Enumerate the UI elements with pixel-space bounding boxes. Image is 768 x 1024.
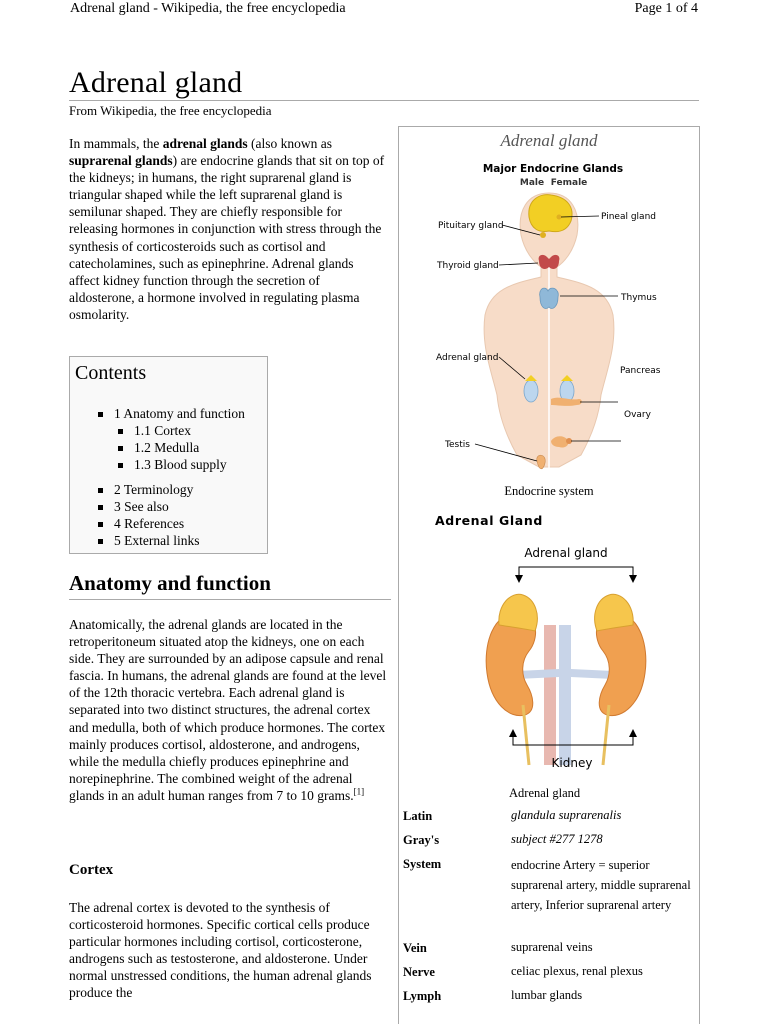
- thymus-shape: [540, 288, 559, 308]
- row-label: Lymph: [403, 989, 442, 1003]
- row-label: Vein: [403, 941, 427, 955]
- infobox-row-lymph: [403, 985, 697, 1009]
- bullet-icon: [118, 446, 123, 451]
- adrenal-gland-figure[interactable]: [399, 535, 699, 785]
- left-arrow-up: [509, 729, 517, 737]
- lead-text-2: (also known as: [247, 136, 333, 151]
- row-value: lumbar glands: [511, 988, 583, 1002]
- aorta: [559, 625, 571, 765]
- label-pituitary: Pituitary gland: [438, 221, 504, 231]
- section-heading-anatomy: Anatomy and function: [69, 571, 271, 595]
- right-adrenal-gland: [595, 594, 634, 631]
- lead-bold-suprarenal-glands: suprarenal glands: [69, 153, 173, 169]
- endocrine-figure-title: Major Endocrine Glands: [482, 163, 624, 175]
- cortex-paragraph: The adrenal cortex is devoted to the synthesis of corticosteroid hormones. Specific cortical cells produce particular hormones including cortisol, corticosterone, androgens such as testosterone, and aldosterone. Under normal unstressed conditions, the human adrenal glands produce the: [69, 900, 372, 1001]
- lead-text-1: In mammals, the: [69, 136, 163, 151]
- page-subtitle: From Wikipedia, the free encyclopedia: [69, 103, 272, 118]
- table-of-contents: [69, 356, 268, 554]
- toc-list-rest: [98, 481, 199, 549]
- page-title: Adrenal gland: [69, 66, 243, 99]
- endocrine-system-figure[interactable]: [399, 155, 699, 485]
- leader-thyroid: [499, 263, 538, 265]
- infobox-row-grays: [403, 829, 697, 853]
- toc-item-cortex[interactable]: 1.1 Cortex: [118, 422, 227, 439]
- citation-link[interactable]: [1]: [353, 786, 365, 797]
- lead-bold-adrenal-glands: adrenal glands: [162, 136, 248, 151]
- endocrine-figure-caption: Endocrine system: [504, 484, 594, 498]
- section-heading-cortex: Cortex: [69, 862, 114, 878]
- male-label: Male: [519, 178, 545, 188]
- label-thymus: Thymus: [621, 293, 657, 303]
- print-header-title: Adrenal gland - Wikipedia, the free encyclopedia: [70, 1, 346, 16]
- row-value: glandula suprarenalis: [511, 808, 622, 822]
- infobox-caption: Adrenal gland: [500, 131, 598, 150]
- bullet-icon: [98, 505, 103, 510]
- bullet-icon: [98, 539, 103, 544]
- toc-item-external-links[interactable]: 5 External links: [98, 532, 199, 549]
- toc-title: Contents: [75, 362, 147, 384]
- toc-item-references[interactable]: 4 References: [98, 515, 199, 532]
- anatomy-paragraph: [69, 616, 387, 804]
- lead-paragraph: [69, 135, 387, 323]
- left-arrow-down: [515, 575, 523, 583]
- section-divider: [69, 599, 391, 600]
- label-testis: Testis: [445, 440, 470, 450]
- infobox-table: [403, 805, 697, 1009]
- row-value: celiac plexus, renal plexus: [511, 964, 643, 978]
- toc-item-terminology[interactable]: 2 Terminology: [98, 481, 199, 498]
- pituitary-gland-shape: [540, 232, 546, 238]
- infobox-row-vein: [403, 937, 697, 961]
- label-thyroid: Thyroid gland: [437, 261, 499, 271]
- print-header-page: Page 1 of 4: [634, 1, 698, 16]
- left-kidney-shape: [524, 380, 538, 402]
- kidney-bottom-bracket: [513, 733, 633, 745]
- infobox-row-system: [403, 853, 697, 937]
- bullet-icon: [118, 429, 123, 434]
- toc-item-see-also[interactable]: 3 See also: [98, 498, 199, 515]
- label-pineal: Pineal gland: [601, 212, 656, 222]
- toc-item-anatomy[interactable]: 1 Anatomy and function: [98, 405, 245, 422]
- right-arrow-down: [629, 575, 637, 583]
- bullet-icon: [98, 488, 103, 493]
- right-renal-vessels: [571, 669, 613, 679]
- label-ovary: Ovary: [624, 410, 651, 420]
- lead-text-3: ) are endocrine glands that sit on top of the kidneys; in humans, the right suprarenal gland is triangular shaped while the left suprarenal gland is semilunar shaped. They are chiefly responsible for releasing hormones in conjunction with stress through the synthesis of corticosteroids such as cortisol and catecholamines, such as epinephrine. Adrenal glands affect kidney function through the secretion of aldosterone, a hormone involved in regulating plasma osmolarity.: [69, 153, 385, 322]
- brain: [529, 195, 572, 232]
- infobox-row-latin: [403, 805, 697, 829]
- row-label: Gray's: [403, 833, 440, 847]
- adrenal-top-bracket: [519, 567, 633, 579]
- adrenal-figure-caption: Adrenal gland: [509, 786, 581, 800]
- row-label: Latin: [403, 809, 433, 823]
- kidney-label: Kidney: [551, 756, 593, 770]
- row-label: Nerve: [403, 965, 435, 979]
- bullet-icon: [98, 522, 103, 527]
- female-label: Female: [550, 178, 588, 188]
- label-adrenal: Adrenal gland: [436, 353, 499, 363]
- infobox-row-nerve: [403, 961, 697, 985]
- bullet-icon: [98, 412, 103, 417]
- toc-list-main: [98, 405, 245, 422]
- toc-list-sub: [118, 422, 227, 473]
- row-value: suprarenal veins: [511, 940, 593, 954]
- row-value: endocrine Artery = superior suprarenal artery, middle suprarenal artery, Inferior suprarenal artery: [511, 858, 691, 912]
- label-pancreas: Pancreas: [620, 366, 661, 376]
- toc-item-medulla[interactable]: 1.2 Medulla: [118, 439, 227, 456]
- left-adrenal-gland: [499, 594, 538, 631]
- title-divider: [69, 100, 699, 101]
- row-label: System: [403, 857, 442, 871]
- adrenal-top-label: Adrenal gland: [524, 546, 608, 560]
- right-arrow-up: [629, 729, 637, 737]
- infobox: [398, 126, 700, 1024]
- row-value[interactable]: subject #277 1278: [511, 832, 603, 846]
- bullet-icon: [118, 463, 123, 468]
- adrenal-figure-heading: Adrenal Gland: [435, 513, 543, 528]
- pineal-gland-shape: [557, 215, 562, 220]
- anatomy-text: Anatomically, the adrenal glands are located in the retroperitoneum situated atop the kidneys, one on each side. They are surrounded by an adipose capsule and renal fascia. In humans, the adrenal glands are found at the level of the 12th thoracic vertebra. Each adrenal gland is separated into two distinct structures, the adrenal cortex and medulla, both of which produce hormones. The cortex mainly produces cortisol, aldosterone, and androgens, while the medulla chiefly produces epinephrine and norepinephrine. The combined weight of the adrenal glands in an adult human ranges from 7 to 10 grams.: [69, 617, 387, 803]
- vena-cava: [544, 625, 556, 765]
- toc-item-blood-supply[interactable]: 1.3 Blood supply: [118, 456, 227, 473]
